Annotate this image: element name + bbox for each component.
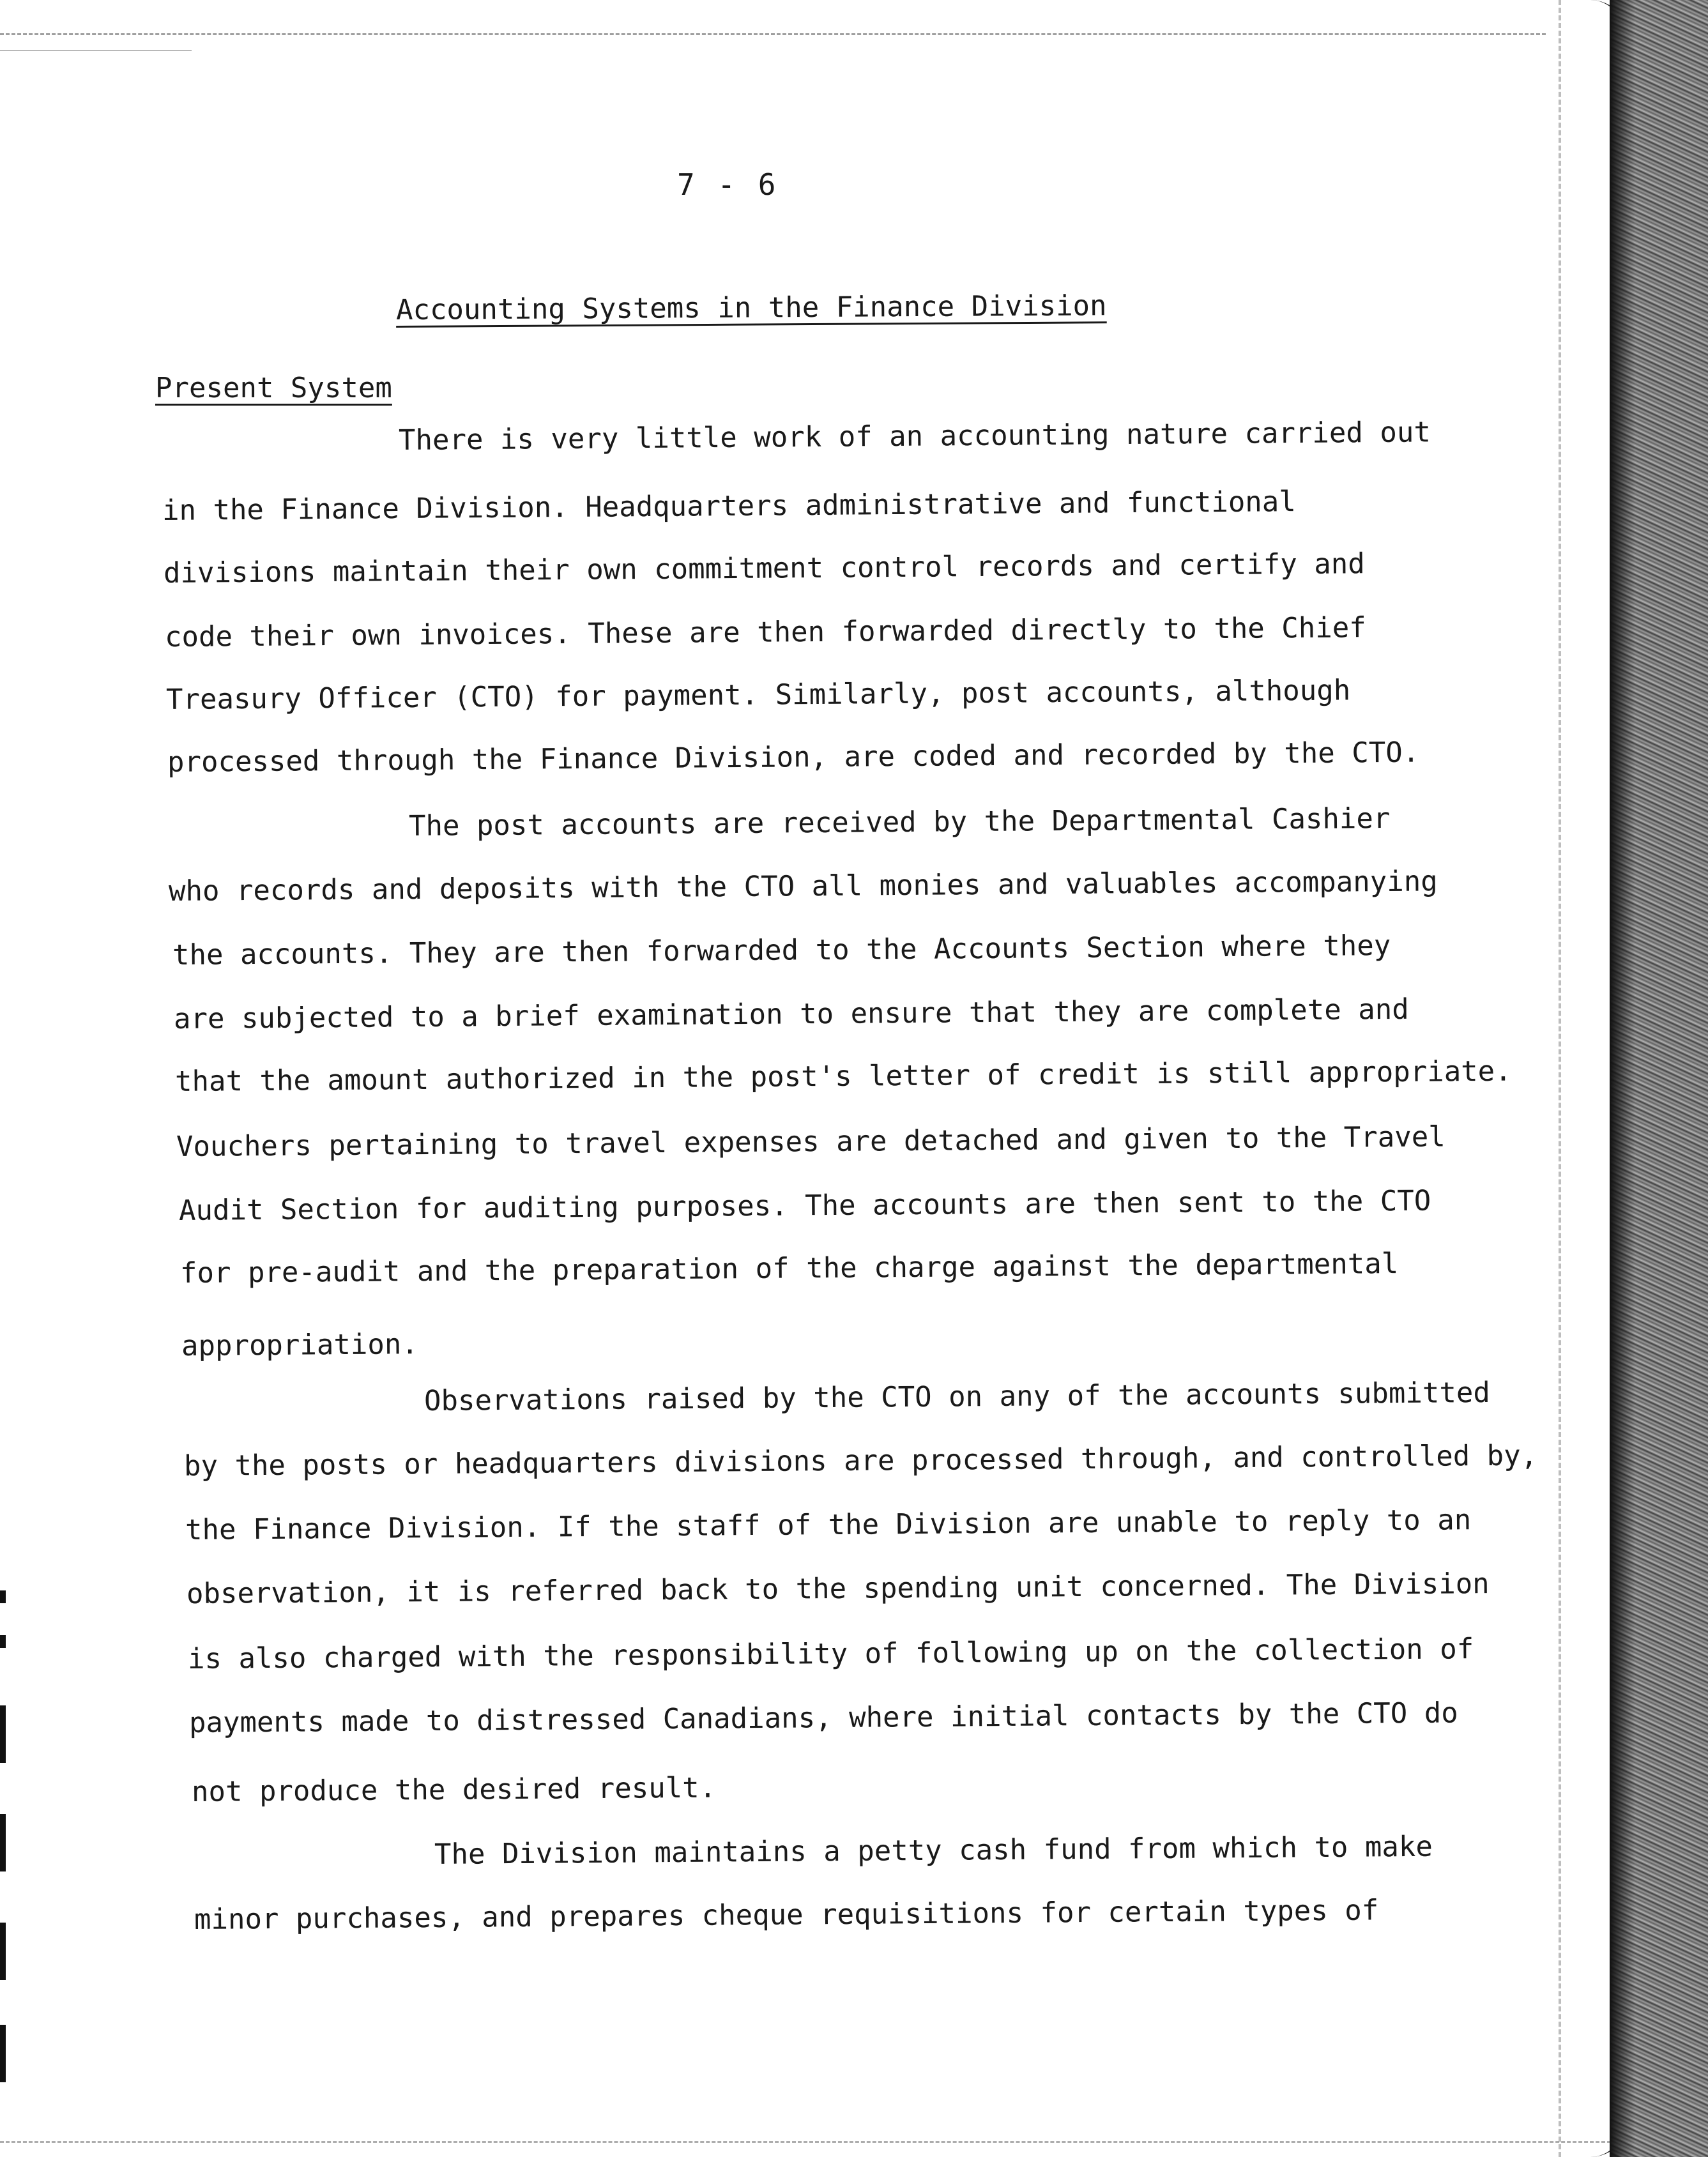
scan-bottom-edge <box>0 2141 1622 2143</box>
text-line: the Finance Division. If the staff of the Division are unable to reply to an <box>185 1504 1472 1546</box>
text-line: observation, it is referred back to the spending unit concerned. The Division <box>186 1567 1490 1610</box>
section-heading: Present System <box>155 372 392 404</box>
text-line: payments made to distressed Canadians, where initial contacts by the CTO do <box>188 1696 1458 1739</box>
left-margin-mark <box>0 1814 6 1871</box>
text-line: are subjected to a brief examination to ensure that they are complete and <box>173 993 1409 1035</box>
text-line: Observations raised by the CTO on any of the accounts submitted <box>423 1376 1491 1417</box>
left-margin-mark <box>0 1923 6 1980</box>
text-line: Vouchers pertaining to travel expenses are detached and given to the Travel <box>176 1120 1445 1163</box>
scan-top-edge <box>0 33 1546 35</box>
text-line: divisions maintain their own commitment control records and certify and <box>163 547 1365 590</box>
left-margin-mark <box>0 1635 6 1648</box>
text-line: by the posts or headquarters divisions are processed through, and controlled by, <box>183 1439 1538 1482</box>
text-line: The post accounts are received by the Departmental Cashier <box>408 802 1391 842</box>
text-line: minor purchases, and prepares cheque requisitions for certain types of <box>194 1894 1379 1936</box>
text-line: who records and deposits with the CTO all monies and valuables accompanying <box>168 865 1438 908</box>
left-margin-mark <box>0 1590 6 1603</box>
text-line: in the Finance Division. Headquarters administrative and functional <box>162 485 1297 527</box>
text-line: code their own invoices. These are then forwarded directly to the Chief <box>164 611 1366 653</box>
scan-top-edge-fragment <box>0 50 192 51</box>
left-margin-mark <box>0 2025 6 2082</box>
text-line: The Division maintains a petty cash fund from which to make <box>434 1830 1433 1871</box>
text-line: is also charged with the responsibility of following up on the collection of <box>187 1633 1474 1675</box>
text-line: not produce the desired result. <box>191 1771 717 1808</box>
text-line: appropriation. <box>181 1328 419 1362</box>
document-title: Accounting Systems in the Finance Division <box>395 289 1107 326</box>
text-line: for pre-audit and the preparation of the charge against the departmental <box>179 1247 1399 1290</box>
text-line: Treasury Officer (CTO) for payment. Similarly, post accounts, although <box>165 674 1351 716</box>
text-line: There is very little work of an accounting nature carried out <box>398 416 1431 457</box>
left-margin-mark <box>0 1705 6 1763</box>
text-line: Audit Section for auditing purposes. The accounts are then sent to the CTO <box>178 1184 1431 1227</box>
text-line: that the amount authorized in the post's letter of credit is still appropriate. <box>174 1055 1512 1098</box>
binding-shadow <box>1610 0 1635 2157</box>
page-number: 7 - 6 <box>677 167 779 202</box>
text-line: processed through the Finance Division, are coded and recorded by the CTO. <box>167 736 1420 779</box>
text-line: the accounts. They are then forwarded to the Accounts Section where they <box>172 929 1391 972</box>
